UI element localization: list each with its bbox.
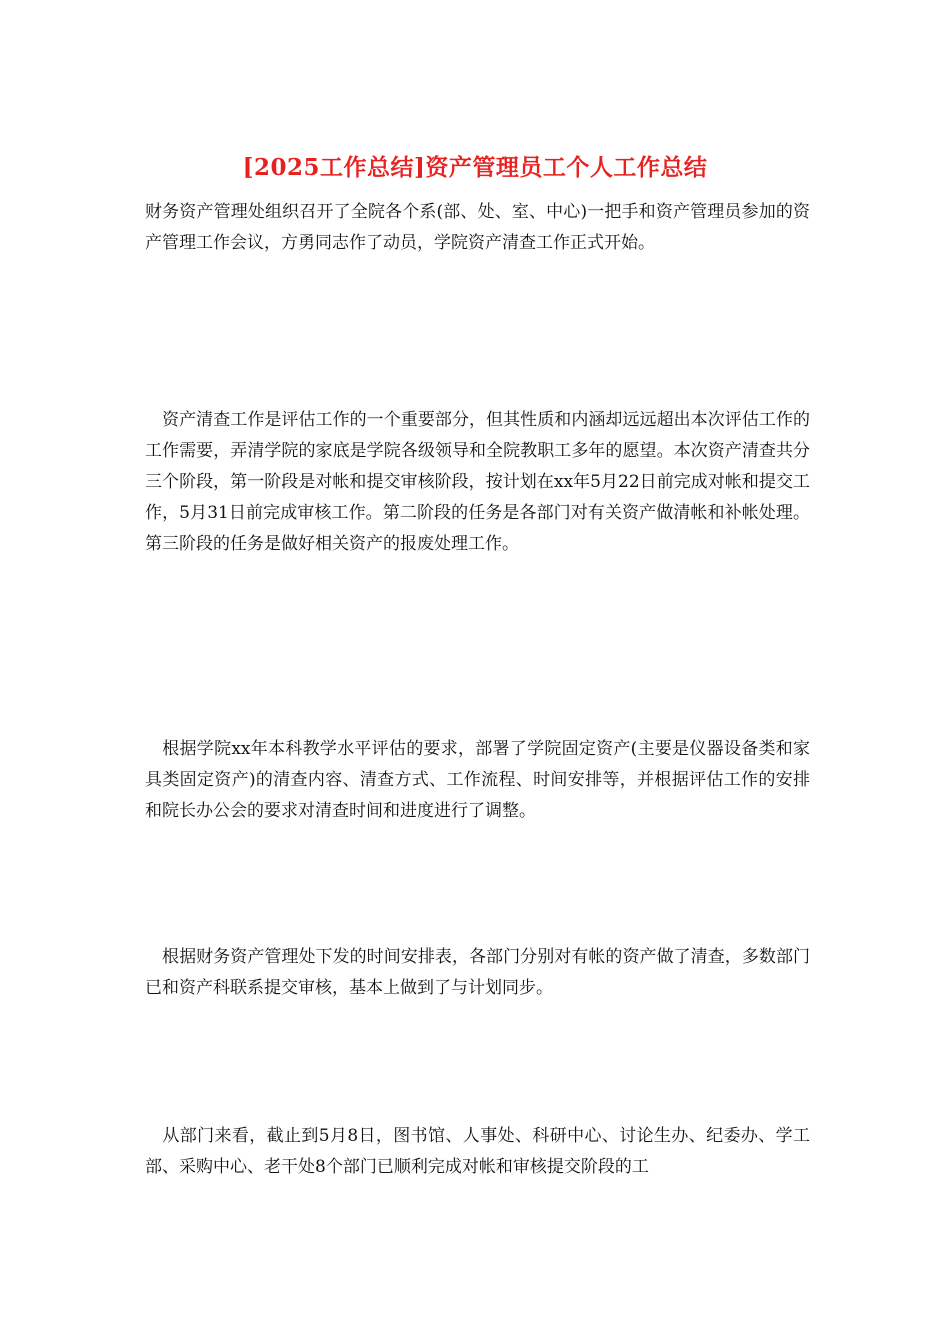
paragraph-2: 资产清查工作是评估工作的一个重要部分，但其性质和内涵却远远超出本次评估工作的工作需要，弄清学院的家底是学院各级领导和全院教职工多年的愿望。本次资产清查共分三个阶段，第一阶段是对帐和提交审核阶段，按计划在xx年5月22日前完成对帐和提交工作，5月31日前完成审核工作。第二阶段的任务是各部门对有关资产做清帐和补帐处理。第三阶段的任务是做好相关资产的报废处理工作。 [145,410,810,554]
paragraph-1: 财务资产管理处组织召开了全院各个系(部、处、室、中心)一把手和资产管理员参加的资产管理工作会议，方勇同志作了动员，学院资产清查工作正式开始。 [145,202,810,253]
document-title: [2025工作总结]资产管理员工个人工作总结 [242,154,708,181]
paragraph-5: 从部门来看，截止到5月8日，图书馆、人事处、科研中心、讨论生办、纪委办、学工部、采购中心、老干处8个部门已顺利完成对帐和审核提交阶段的工 [145,1126,810,1177]
paragraph-3: 根据学院xx年本科教学水平评估的要求，部署了学院固定资产(主要是仪器设备类和家具类固定资产)的清查内容、清查方式、工作流程、时间安排等，并根据评估工作的安排和院长办公会的要求对清查时间和进度进行了调整。 [145,739,810,821]
paragraph-4: 根据财务资产管理处下发的时间安排表，各部门分别对有帐的资产做了清查，多数部门已和资产科联系提交审核，基本上做到了与计划同步。 [145,947,810,998]
